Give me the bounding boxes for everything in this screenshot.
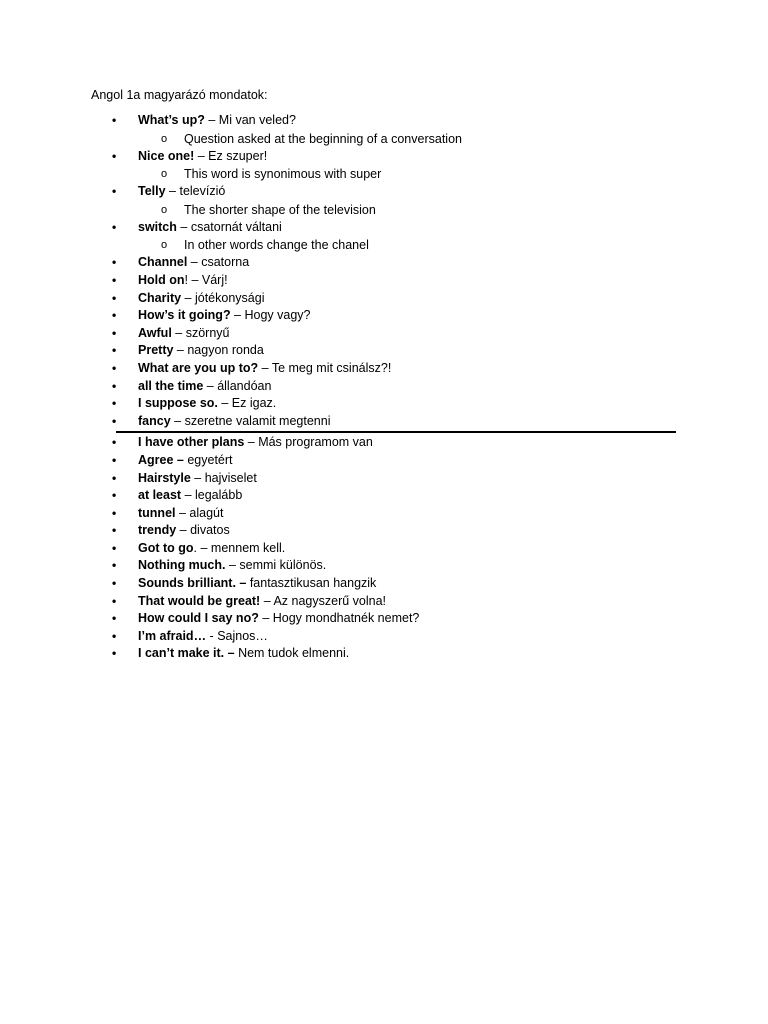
sub-bullet-icon: o (161, 239, 168, 252)
phrase-text: trendy (138, 523, 177, 538)
list-item (0, 645, 768, 663)
phrase-text: What’s up? (138, 113, 205, 127)
item-text (138, 487, 242, 505)
meaning-text: alagút (189, 505, 224, 520)
separator-text: – (176, 523, 191, 538)
sub-list-item (0, 236, 768, 254)
bullet-icon: • (112, 255, 117, 270)
list-item (0, 342, 768, 360)
list-item (0, 254, 768, 272)
list-item (0, 610, 768, 628)
item-text (138, 272, 228, 290)
meaning-text: Ez igaz. (231, 396, 277, 411)
phrase-text: Channel (138, 255, 188, 270)
sub-list-item (0, 130, 768, 148)
item-text (138, 645, 349, 663)
phrase-text: tunnel (138, 505, 176, 520)
list-item (0, 395, 768, 413)
list-item (0, 470, 768, 488)
separator-text: – (165, 184, 180, 199)
separator-text: – (175, 505, 190, 520)
meaning-text: jótékonysági (194, 290, 265, 305)
meaning-text: Az nagyszerű volna! (273, 593, 387, 608)
sub-bullet-icon: o (161, 132, 168, 145)
item-text (138, 593, 386, 611)
phrase-text: Got to go (138, 540, 194, 555)
item-text (138, 360, 391, 378)
bullet-icon: • (112, 148, 117, 163)
meaning-text: szeretne valamit megtenni (184, 413, 331, 428)
divider-line (116, 431, 676, 433)
bullet-icon: • (112, 113, 117, 127)
separator-text: – (258, 611, 273, 626)
item-text (138, 522, 230, 540)
item-text: The shorter shape of the television (184, 202, 376, 217)
separator-text: – (181, 290, 195, 305)
phrase-text: fancy (138, 413, 171, 428)
list-item (0, 575, 768, 593)
bullet-icon: • (112, 325, 117, 340)
bullet-icon: • (112, 343, 117, 358)
meaning-text: állandóan (217, 378, 272, 393)
meaning-text: mennem kell. (210, 540, 286, 555)
separator-text: – (204, 113, 219, 127)
separator-text: – (217, 396, 232, 411)
list-item (0, 505, 768, 523)
separator-text: – (258, 360, 272, 375)
phrase-text: What are you up to? (138, 360, 259, 375)
list-item (0, 307, 768, 325)
item-text (138, 254, 249, 272)
meaning-text: televízió (179, 184, 226, 199)
item-text (138, 628, 268, 646)
phrase-text: Pretty (138, 343, 174, 358)
meaning-text: Várj! (201, 272, 228, 287)
item-text (138, 470, 257, 488)
phrase-text: Nothing much. (138, 558, 226, 573)
bullet-icon: • (112, 435, 117, 450)
list-item (0, 272, 768, 290)
meaning-text: semmi különös. (239, 558, 327, 573)
list-item (0, 540, 768, 558)
bullet-icon: • (112, 413, 117, 428)
bullet-icon: • (112, 360, 117, 375)
list-item (0, 219, 768, 237)
item-text (138, 112, 296, 130)
item-text (138, 413, 330, 431)
bullet-icon: • (112, 523, 117, 538)
list-item (0, 452, 768, 470)
item-text: In other words change the chanel (184, 238, 369, 253)
bullet-icon: • (112, 290, 117, 305)
phrase-text: I have other plans (138, 435, 245, 450)
list-item (0, 434, 768, 452)
bullet-icon: • (112, 470, 117, 485)
item-text (138, 325, 229, 343)
bullet-icon: • (112, 540, 117, 555)
separator-text: - (206, 628, 218, 643)
item-text (138, 610, 419, 628)
item-text (138, 219, 282, 237)
list-item (0, 378, 768, 396)
item-text (138, 148, 267, 166)
bullet-icon: • (112, 593, 117, 608)
meaning-text: Mi van veled? (218, 113, 296, 127)
separator-text: – (244, 435, 259, 450)
phrase-text: How could I say no? (138, 611, 259, 626)
separator-text: – (171, 325, 186, 340)
meaning-text: Más programom van (258, 435, 373, 450)
bullet-icon: • (112, 452, 117, 467)
separator-text: – (173, 343, 188, 358)
meaning-text: nagyon ronda (187, 343, 264, 358)
item-text (138, 575, 376, 593)
separator-text: – (170, 413, 185, 428)
item-text (138, 378, 271, 396)
phrase-text: How’s it going? (138, 308, 231, 323)
meaning-text: Hogy mondhatnék nemet? (272, 611, 420, 626)
sub-bullet-icon: o (161, 168, 168, 181)
meaning-text: divatos (190, 523, 230, 538)
item-text (138, 452, 233, 470)
phrase-text: I suppose so. (138, 396, 218, 411)
vocabulary-list (0, 112, 768, 663)
separator-text: ! – (184, 272, 202, 287)
separator-text: – (181, 488, 195, 503)
sub-bullet-icon: o (161, 203, 168, 216)
item-text (138, 307, 311, 325)
separator-text: – (225, 558, 240, 573)
meaning-text: legalább (195, 488, 243, 503)
meaning-text: Hogy vagy? (244, 308, 311, 323)
item-text (138, 395, 276, 413)
phrase-text: at least (138, 488, 182, 503)
document-title: Angol 1a magyarázó mondatok: (91, 88, 268, 102)
phrase-text: Telly (138, 184, 166, 199)
list-item (0, 290, 768, 308)
meaning-text: hajviselet (204, 470, 257, 485)
bullet-icon: • (112, 646, 117, 661)
meaning-text: Sajnos… (217, 628, 268, 643)
item-text (138, 434, 373, 452)
item-text: Question asked at the beginning of a conversation (184, 131, 462, 146)
phrase-text: Hold on (138, 272, 185, 287)
phrase-text: Awful (138, 325, 172, 340)
bullet-icon: • (112, 488, 117, 503)
bullet-icon: • (112, 396, 117, 411)
list-item (0, 112, 768, 130)
bullet-icon: • (112, 308, 117, 323)
item-text (138, 505, 223, 523)
list-item (0, 325, 768, 343)
sub-list-item (0, 201, 768, 219)
item-text (138, 540, 285, 558)
phrase-text: Hairstyle (138, 470, 191, 485)
list-item (0, 360, 768, 378)
separator-text: – (260, 593, 274, 608)
bullet-icon: • (112, 558, 117, 573)
bullet-icon: • (112, 505, 117, 520)
separator-text: – (187, 255, 202, 270)
phrase-text: Agree – (138, 452, 184, 467)
list-item (0, 413, 768, 431)
meaning-text: Ez szuper! (208, 148, 268, 163)
item-text (138, 557, 326, 575)
meaning-text: csatornát váltani (190, 219, 282, 234)
phrase-text: That would be great! (138, 593, 261, 608)
list-item (0, 487, 768, 505)
separator-text: – (230, 308, 245, 323)
phrase-text: Sounds brilliant. – (138, 576, 247, 591)
meaning-text: szörnyű (185, 325, 230, 340)
bullet-icon: • (112, 184, 117, 199)
bullet-icon: • (112, 378, 117, 393)
bullet-icon: • (112, 219, 117, 234)
bullet-icon: • (112, 628, 117, 643)
bullet-icon: • (112, 611, 117, 626)
item-text: This word is synonimous with super (184, 167, 382, 182)
separator-text: – (176, 219, 191, 234)
item-text (138, 290, 264, 308)
item-text (138, 183, 225, 201)
separator-text: – (203, 378, 218, 393)
list-item (0, 593, 768, 611)
separator-text: – (190, 470, 205, 485)
sub-list-item (0, 165, 768, 183)
item-text (138, 342, 264, 360)
separator-text: . – (193, 540, 211, 555)
meaning-text: egyetért (187, 452, 233, 467)
bullet-icon: • (112, 272, 117, 287)
phrase-text: I’m afraid… (138, 628, 207, 643)
list-item (0, 628, 768, 646)
list-item (0, 557, 768, 575)
phrase-text: I can’t make it. – (138, 646, 235, 661)
phrase-text: all the time (138, 378, 204, 393)
meaning-text: Nem tudok elmenni. (238, 646, 350, 661)
meaning-text: fantasztikusan hangzik (249, 576, 377, 591)
bullet-icon: • (112, 576, 117, 591)
meaning-text: Te meg mit csinálsz?! (271, 360, 392, 375)
phrase-text: switch (138, 219, 177, 234)
meaning-text: csatorna (201, 255, 250, 270)
phrase-text: Charity (138, 290, 182, 305)
list-item (0, 522, 768, 540)
list-item (0, 148, 768, 166)
list-item (0, 183, 768, 201)
phrase-text: Nice one! (138, 148, 195, 163)
separator-text: – (194, 148, 209, 163)
